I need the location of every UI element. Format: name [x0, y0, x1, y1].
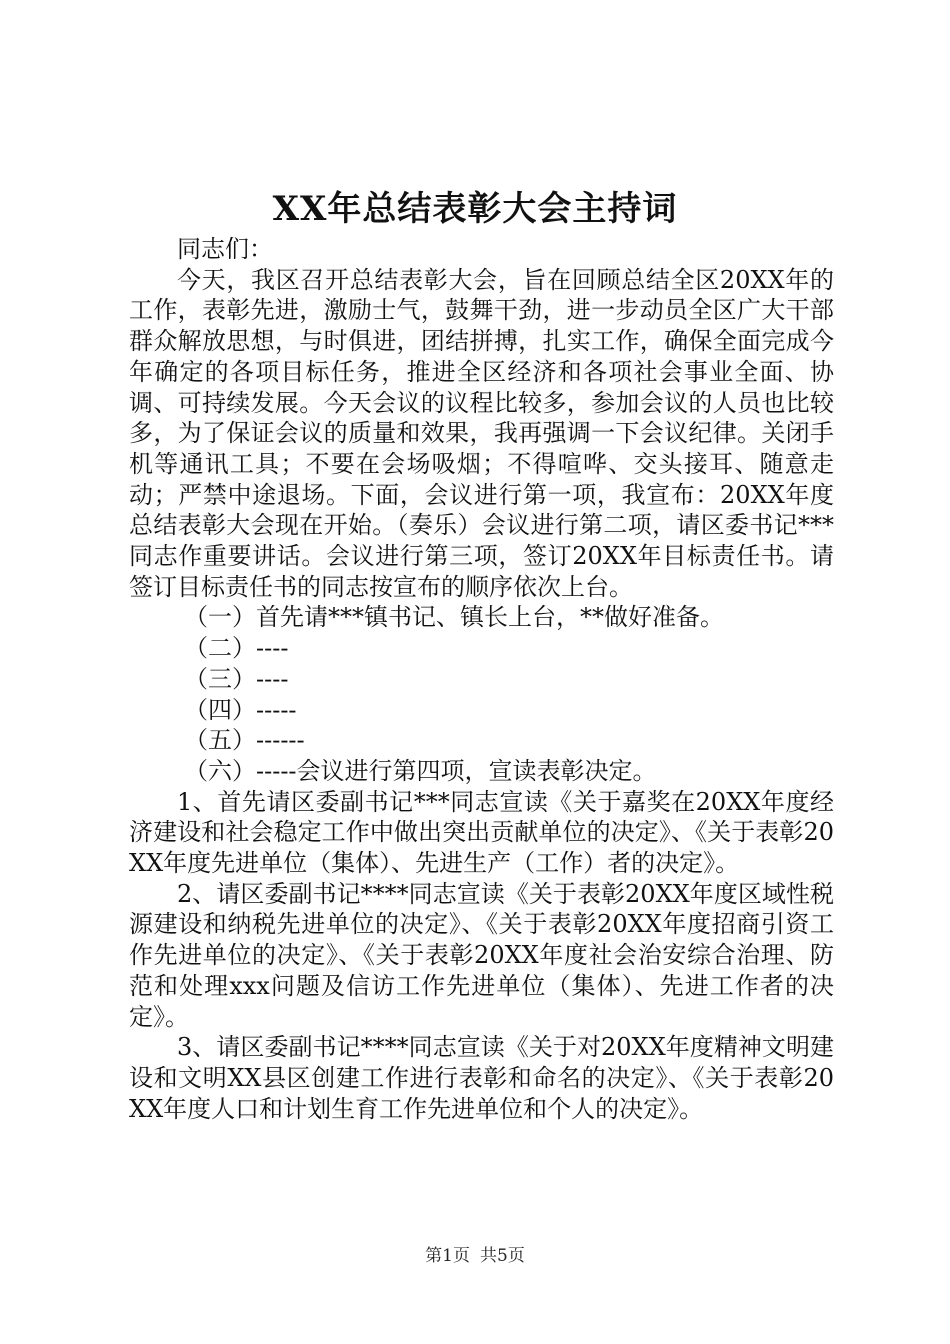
numbered-paragraph: 2、请区委副书记****同志宣读《关于表彰20XX年度区域性税源建设和纳税先进单位的决定》、《关于表彰20XX年度招商引资工作先进单位的决定》、《关于表彰20XX年度社会治安综合治理、防范和处理xxx问题及信访工作先进单位（集体）、先进工作者的决定》。 — [129, 879, 834, 1031]
list-item: （四）----- — [184, 695, 297, 724]
document-body — [129, 234, 834, 1124]
numbered-paragraph: 3、请区委副书记****同志宣读《关于对20XX年度精神文明建设和文明XX县区创建工作进行表彰和命名的决定》、《关于表彰20XX年度人口和计划生育工作先进单位和个人的决定》。 — [129, 1033, 834, 1123]
numbered-paragraph: 1、首先请区委副书记***同志宣读《关于嘉奖在20XX年度经济建设和社会稳定工作中做出突出贡献单位的决定》、《关于表彰20XX年度先进单位（集体）、先进生产（工作）者的决定》。 — [129, 787, 834, 878]
salutation: 同志们： — [177, 235, 273, 263]
page-total: 共5页 — [480, 1246, 525, 1266]
body-paragraph: 今天，我区召开总结表彰大会，旨在回顾总结全区20XX年的工作，表彰先进，激励士气，鼓舞干劲，进一步动员全区广大干部群众解放思想，与时俱进，团结拼搏，扎实工作，确保全面完成今年确定的各项目标任务，推进全区经济和各项社会事业全面、协调、可持续发展。今天会议的议程比较多，参加会议的人员也比较多，为了保证会议的质量和效果，我再强调一下会议纪律。关闭手机等通讯工具；不要在会场吸烟；不得喧哗、交头接耳、随意走动；严禁中途退场。下面，会议进行第一项，我宣布：20XX年度总结表彰大会现在开始。（奏乐）会议进行第二项，请区委书记***同志作重要讲话。会议进行第三项，签订20XX年目标责任书。请签订目标责任书的同志按宣布的顺序依次上台。 — [129, 265, 834, 601]
page-footer — [0, 1244, 950, 1268]
list-item: （五）------ — [184, 726, 305, 755]
list-item: （二）---- — [184, 634, 289, 663]
list-item: （六）-----会议进行第四项，宣读表彰决定。 — [184, 756, 657, 785]
list-item: （一）首先请***镇书记、镇长上台，**做好准备。 — [184, 603, 724, 632]
page-number: 第1页 — [425, 1246, 470, 1266]
document-title: XX年总结表彰大会主持词 — [272, 189, 678, 229]
list-item: （三）---- — [184, 664, 289, 693]
